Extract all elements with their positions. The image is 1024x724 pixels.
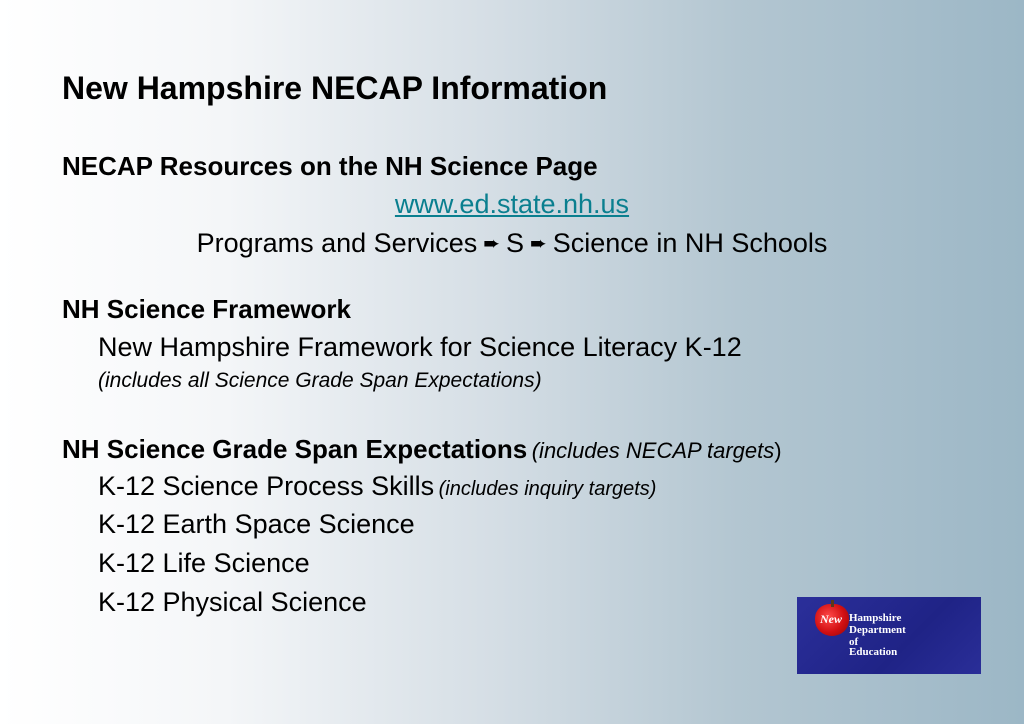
framework-heading: NH Science Framework [62,294,352,324]
gse-heading: NH Science Grade Span Expectations [62,434,528,464]
website-link[interactable]: www.ed.state.nh.us [394,189,630,219]
list-item [98,471,656,502]
list-item-label: K-12 Science Process Skills [98,471,435,501]
path-science-in-nh-schools: Science in NH Schools [552,228,828,258]
nh-department-of-education-logo [797,597,981,674]
page-title: New Hampshire NECAP Information [62,70,608,106]
list-item-note: (includes inquiry targets) [438,478,657,500]
list-item: K-12 Life Science [98,548,310,578]
logo-line: Hampshire [849,612,902,624]
navigation-path [0,228,1024,259]
resources-link-row [0,189,1024,220]
right-arrow-icon: ➨ [530,233,547,255]
right-arrow-icon: ➨ [483,233,500,255]
logo-line: Education [849,646,898,658]
path-s: S [505,228,524,258]
framework-item: New Hampshire Framework for Science Literacy K-12 [98,332,742,362]
path-programs-and-services: Programs and Services [196,228,478,258]
apple-stem [831,600,834,607]
framework-note: (includes all Science Grade Span Expectations) [98,369,542,392]
logo-line: of [849,636,859,648]
list-item: K-12 Earth Space Science [98,509,415,539]
gse-heading-note-close: ) [774,438,782,463]
logo-word-new: New [820,612,842,626]
gse-heading-row [62,434,782,465]
resources-heading: NECAP Resources on the NH Science Page [62,151,598,181]
gse-heading-note: (includes NECAP targets [531,438,775,463]
list-item: K-12 Physical Science [98,587,367,617]
logo-line: Department [849,624,906,636]
